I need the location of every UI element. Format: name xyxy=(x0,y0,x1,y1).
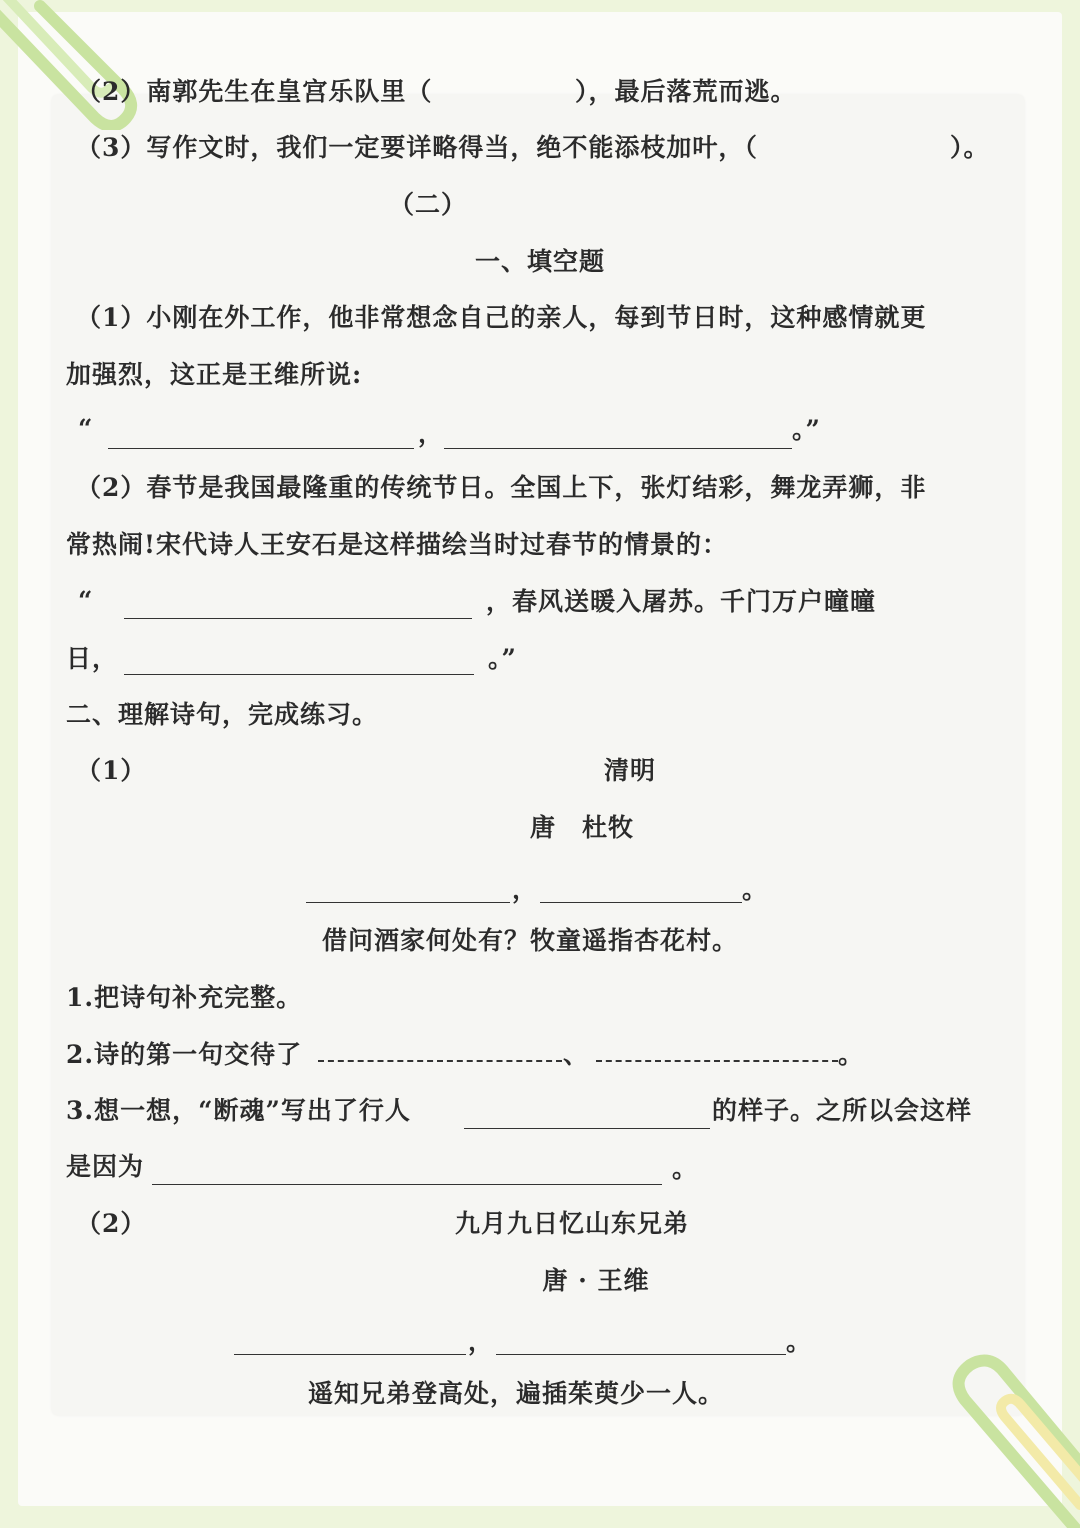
task2-end: 。 xyxy=(838,1040,865,1069)
poem1-author: 唐 杜牧 xyxy=(529,813,635,842)
task1-text: 1.把诗句补充完整。 xyxy=(66,983,303,1012)
fill-q2-line2: 常热闹!宋代诗人王安石是这样描绘当时过春节的情景的： xyxy=(66,530,728,559)
poem1-period: 。 xyxy=(742,875,769,904)
fill-q2-end: 。” xyxy=(488,644,517,673)
fill-q1-open-quote: “ xyxy=(78,414,94,443)
paperclip-icon-top-left xyxy=(0,0,150,130)
poem1-line2: 借问酒家何处有？牧童遥指杏花村。 xyxy=(321,926,739,955)
fill-q2-mid: ，春风送暖入屠苏。千门万户曈曈 xyxy=(486,587,877,616)
fill-q2-open-quote: “ xyxy=(78,586,94,615)
task2-separator: 、 xyxy=(563,1040,590,1069)
paperclip-icon-bottom-right xyxy=(925,1345,1080,1528)
fill-q2-line1: （2）春节是我国最隆重的传统节日。全国上下，张灯结彩，舞龙弄狮，非 xyxy=(76,473,927,502)
task3-text-mid: 的样子。之所以会这样 xyxy=(712,1096,973,1125)
poem2-comma: ， xyxy=(468,1327,495,1356)
part-two-title: （二） xyxy=(388,190,468,219)
poem1-blank-2[interactable] xyxy=(540,902,742,903)
fill-q1-end: 。” xyxy=(792,415,821,444)
fill-q2-blank-2[interactable] xyxy=(124,674,474,675)
fill-q1-blank-2[interactable] xyxy=(444,448,792,449)
poem1-title: 清明 xyxy=(603,756,657,785)
task2-blank-2[interactable] xyxy=(596,1060,838,1062)
task3-text-start: 3.想一想，“断魂”写出了行人 xyxy=(66,1096,411,1125)
poem2-period: 。 xyxy=(786,1327,813,1356)
fill-q1-blank-1[interactable] xyxy=(108,448,414,449)
q3-text-end: ）。 xyxy=(950,133,990,162)
fill-q2-day: 日， xyxy=(66,644,119,673)
fill-q2-blank-1[interactable] xyxy=(124,618,472,619)
poem1-comma: ， xyxy=(512,875,539,904)
poem2-line2: 遥知兄弟登高处，遍插茱萸少一人。 xyxy=(307,1379,725,1408)
fill-q1-line1: （1）小刚在外工作，他非常想念自己的亲人，每到节日时，这种感情就更 xyxy=(76,303,927,332)
q3-text-start: （3）写作文时，我们一定要详略得当，绝不能添枝加叶，（ xyxy=(76,133,758,162)
fill-q1-comma: ， xyxy=(418,419,445,448)
task2-blank-1[interactable] xyxy=(318,1060,562,1062)
poem2-blank-1[interactable] xyxy=(234,1354,466,1355)
task3-blank-1[interactable] xyxy=(464,1128,710,1129)
section-poem-title: 二、理解诗句，完成练习。 xyxy=(66,700,379,729)
fill-q1-line2: 加强烈，这正是王维所说: xyxy=(66,360,363,389)
task3-blank-2[interactable] xyxy=(152,1184,662,1185)
task3-text-reason: 是因为 xyxy=(66,1152,145,1181)
poem1-number: （1） xyxy=(76,756,147,785)
poem2-number: （2） xyxy=(76,1209,147,1238)
poem2-author: 唐 · 王维 xyxy=(542,1266,650,1295)
task3-end: 。 xyxy=(672,1154,699,1183)
q2-text-start: （2）南郭先生在皇宫乐队里（ xyxy=(76,77,433,106)
task2-text: 2.诗的第一句交待了 xyxy=(66,1040,303,1069)
section-fill-blank-title: 一、填空题 xyxy=(474,247,606,276)
poem1-blank-1[interactable] xyxy=(306,902,510,903)
q2-text-end: ），最后落荒而逃。 xyxy=(575,77,797,106)
poem2-blank-2[interactable] xyxy=(496,1354,786,1355)
poem2-title: 九月九日忆山东兄弟 xyxy=(454,1209,690,1238)
